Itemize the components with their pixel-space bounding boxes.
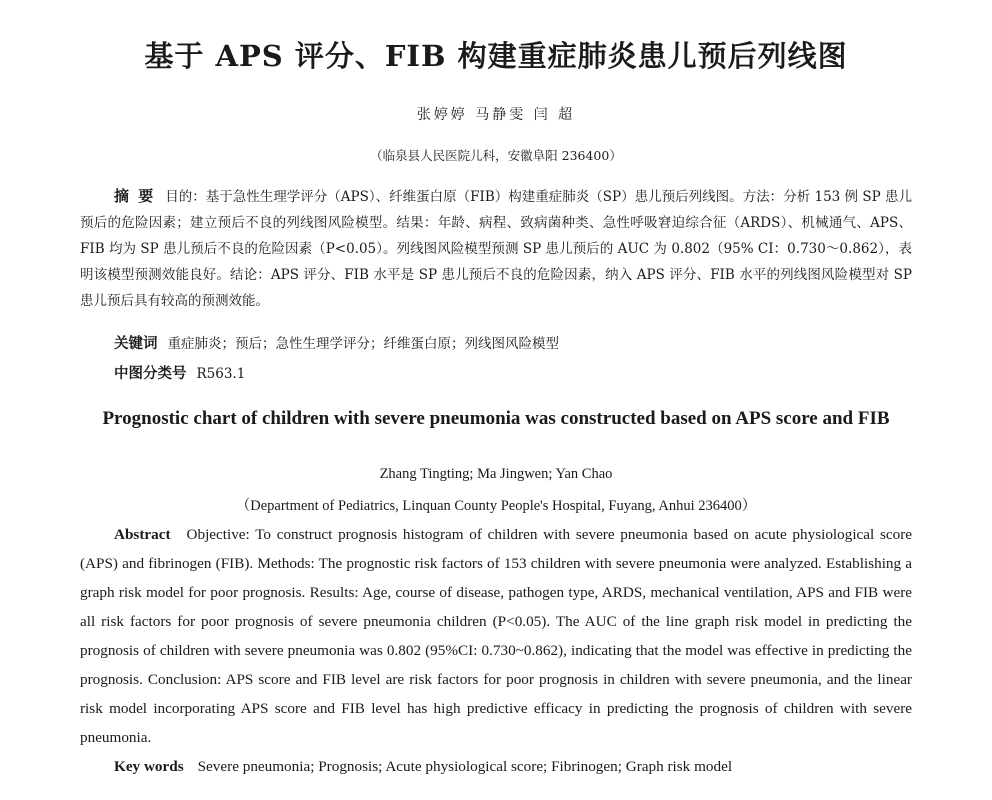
chinese-affiliation: （临泉县人民医院儿科，安徽阜阳 236400） — [370, 148, 622, 163]
chinese-abstract-label: 摘 要 — [114, 187, 156, 205]
english-affiliation: （Department of Pediatrics, Linquan County People's Hospital, Fuyang, Anhui 236400） — [235, 498, 757, 514]
english-abstract-label: Abstract — [114, 526, 171, 543]
chinese-classification-code: R563.1 — [196, 366, 246, 382]
english-authors: Zhang Tingting; Ma Jingwen; Yan Chao — [379, 466, 613, 482]
chinese-authors: 张婷婷 马静雯 闫 超 — [416, 107, 576, 123]
chinese-classification — [114, 363, 912, 385]
english-title: Prognostic chart of children with severe pneumonia was constructed based on APS score and FIB — [102, 408, 890, 429]
chinese-keywords-label: 关键词 — [114, 335, 158, 352]
chinese-keywords — [114, 333, 912, 355]
chinese-title: 基于 APS 评分、FIB 构建重症肺炎患儿预后列线图 — [144, 39, 848, 73]
english-abstract — [80, 520, 912, 752]
chinese-keywords-text: 重症肺炎；预后；急性生理学评分；纤维蛋白原；列线图风险模型 — [167, 336, 559, 352]
english-keywords-text: Severe pneumonia; Prognosis; Acute physiological score; Fibrinogen; Graph risk model — [197, 758, 733, 775]
chinese-abstract-text: 目的：基于急性生理学评分（APS）、纤维蛋白原（FIB）构建重症肺炎（SP）患儿预后列线图。方法：分析 153 例 SP 患儿预后的危险因素；建立预后不良的列线图风险模型。结果：年龄、病程、致病菌种类、急性呼吸窘迫综合征（ARDS）、机械通气、APS、FIB 均为 SP 患儿预后不良的危险因素（P<0.05）。列线图风险模型预测 SP 患儿预后的 AUC 为 0.802（95% CI：0.730～0.862），表明该模型预测效能良好。结论：APS 评分、FIB 水平是 SP 患儿预后不良的危险因素，纳入 APS 评分、FIB 水平的列线图风险模型对 SP 患儿预后具有较高的预测效能。 — [80, 189, 912, 309]
english-keywords — [114, 755, 912, 779]
chinese-abstract — [80, 183, 912, 314]
english-abstract-text: Objective: To construct prognosis histogram of children with severe pneumonia based on acute physiological score (APS) and fibrinogen (FIB). Methods: The prognostic risk factors of 153 children with severe pneumonia were analyzed. Establishing a graph risk model for poor prognosis. Results: Age, course of disease, pathogen type, ARDS, mechanical ventilation, APS and FIB were all risk factors for poor prognosis of severe pneumonia children (P<0.05). The AUC of the line graph risk model in predicting the prognosis of children with severe pneumonia was 0.802 (95%CI: 0.730~0.862), indicating that the model was effective in predicting the prognosis. Conclusion: APS score and FIB level are risk factors for poor prognosis in children with severe pneumonia, and the linear risk model incorporating APS score and FIB level has high predictive efficacy in predicting the prognosis of children with severe pneumonia. — [80, 526, 912, 746]
chinese-classification-label: 中图分类号 — [114, 365, 187, 382]
english-keywords-label: Key words — [114, 758, 184, 775]
